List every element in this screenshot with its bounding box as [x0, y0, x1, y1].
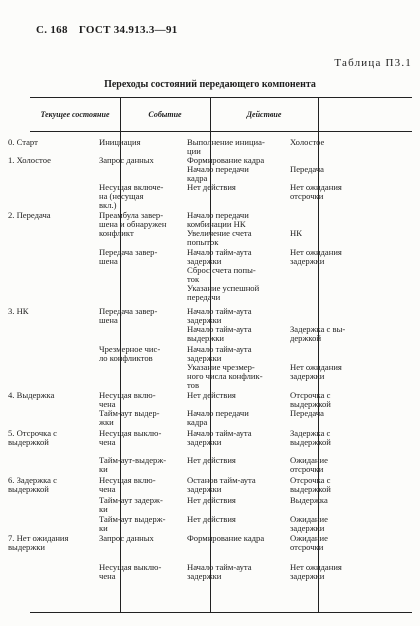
cell-action: Начало тайм-аута	[187, 324, 252, 334]
cell-action: Нет действия	[187, 495, 236, 505]
cell-action: Увеличение счета	[187, 228, 252, 238]
cell-event: Несущая вклю-	[99, 475, 156, 485]
column-header-state: Текущее состояние	[40, 110, 110, 119]
cell-event: Тайм-аут выдер-	[99, 408, 160, 418]
cell-state: 7. Нет ожидания	[8, 533, 69, 543]
cell-action: передачи	[187, 292, 221, 302]
cell-event: чена	[99, 437, 116, 447]
cell-event: вкл.)	[99, 200, 117, 210]
cell-event: ки	[99, 504, 108, 514]
header-divider	[30, 131, 412, 132]
cell-event: Тайм-аут задерж-	[99, 495, 163, 505]
cell-action: Нет действия	[187, 514, 236, 524]
cell-event: ки	[99, 523, 108, 533]
cell-event: Несущая вклю-	[99, 390, 156, 400]
cell-action: задержки	[187, 571, 222, 581]
cell-event: конфликт	[99, 228, 134, 238]
cell-state: выдержкой	[8, 437, 49, 447]
cell-action: задержки	[187, 437, 222, 447]
cell-action: Нет действия	[187, 390, 236, 400]
cell-next-state: отсрочки	[290, 464, 324, 474]
cell-action: ции	[187, 146, 201, 156]
table-caption: Таблица П3.1	[334, 57, 412, 69]
cell-event: Передача завер-	[99, 306, 158, 316]
cell-action: ток	[187, 274, 200, 284]
cell-action: комбинации НК	[187, 219, 246, 229]
cell-next-state: выдержкой	[290, 399, 331, 409]
cell-next-state: отсрочки	[290, 191, 324, 201]
cell-next-state: выдержкой	[290, 437, 331, 447]
cell-event: шена	[99, 315, 118, 325]
cell-state: 4. Выдержка	[8, 390, 55, 400]
cell-state: 6. Задержка с	[8, 475, 57, 485]
cell-action: Указание чрезмер-	[187, 362, 255, 372]
column-header-action: Действие	[246, 110, 282, 119]
cell-event: Чрезмерное чис-	[99, 344, 161, 354]
cell-event: Инициация	[99, 137, 141, 147]
cell-event: шена	[99, 256, 118, 266]
cell-action: Останов тайм-аута	[187, 475, 256, 485]
cell-next-state: задержки	[290, 571, 325, 581]
cell-event: ки	[99, 464, 108, 474]
cell-event: ло конфликтов	[99, 353, 153, 363]
cell-action: кадра	[187, 417, 208, 427]
cell-next-state: выдержкой	[290, 484, 331, 494]
cell-action: Начало тайм-аута	[187, 428, 252, 438]
cell-action: Выполнение инициа-	[187, 137, 265, 147]
cell-event: Тайм-аут-выдерж-	[99, 455, 167, 465]
cell-event: Несущая включе-	[99, 182, 164, 192]
cell-next-state: Нет ожидания	[290, 362, 342, 372]
cell-state: 1. Холостое	[8, 155, 51, 165]
cell-action: Формирование кадра	[187, 533, 265, 543]
cell-next-state: Отсрочка с	[290, 390, 331, 400]
cell-next-state: задержки	[290, 256, 325, 266]
page-number: С. 168	[36, 24, 68, 36]
cell-action: Указание успешной	[187, 283, 260, 293]
cell-action: Начало тайм-аута	[187, 306, 252, 316]
cell-next-state: Нет ожидания	[290, 562, 342, 572]
cell-next-state: Выдержка	[290, 495, 328, 505]
cell-state: 5. Отсрочка с	[8, 428, 57, 438]
cell-event: Несущая выклю-	[99, 562, 162, 572]
cell-event: чена	[99, 484, 116, 494]
cell-event: жки	[99, 417, 114, 427]
cell-action: Нет действия	[187, 455, 236, 465]
cell-action: ного числа конфлик-	[187, 371, 263, 381]
table-title: Переходы состояний передающего компонента	[104, 79, 316, 90]
cell-next-state: Нет ожидания	[290, 182, 342, 192]
cell-event: чена	[99, 571, 116, 581]
cell-action: попыток	[187, 237, 219, 247]
cell-next-state: Ожидание	[290, 455, 328, 465]
cell-action: Начало тайм-аута	[187, 247, 252, 257]
cell-event: на (несущая	[99, 191, 144, 201]
cell-state: 3. НК	[8, 306, 29, 316]
cell-next-state: задержки	[290, 371, 325, 381]
cell-event: Запрос данных	[99, 155, 154, 165]
cell-next-state: Задержка с	[290, 428, 331, 438]
cell-state: 0. Старт	[8, 137, 38, 147]
cell-event: Передача завер-	[99, 247, 158, 257]
cell-action: выдержки	[187, 333, 225, 343]
cell-action: задержки	[187, 484, 222, 494]
cell-action: задержки	[187, 315, 222, 325]
cell-event: Тайм-аут выдерж-	[99, 514, 166, 524]
cell-next-state: Передача	[290, 164, 324, 174]
cell-state: выдержкой	[8, 484, 49, 494]
cell-action: Начало передачи	[187, 408, 249, 418]
cell-next-state: отсрочки	[290, 542, 324, 552]
cell-action: Начало передачи	[187, 210, 249, 220]
cell-event: Несущая выклю-	[99, 428, 162, 438]
cell-next-state: Ожидание	[290, 514, 328, 524]
cell-next-state: Отсрочка с	[290, 475, 331, 485]
cell-state: выдержки	[8, 542, 46, 552]
cell-action: задержки	[187, 256, 222, 266]
cell-action: Начало тайм-аута	[187, 562, 252, 572]
cell-action: Нет действия	[187, 182, 236, 192]
page-header	[36, 24, 186, 36]
cell-event: Преамбула завер-	[99, 210, 164, 220]
cell-next-state: задержки	[290, 523, 325, 533]
column-header-event: Событие	[148, 110, 182, 119]
cell-next-state: НК	[290, 228, 302, 238]
cell-next-state: держкой	[290, 333, 322, 343]
cell-action: тов	[187, 380, 199, 390]
cell-action: Начало тайм-аута	[187, 344, 252, 354]
cell-action: Начало передачи	[187, 164, 249, 174]
cell-action: Формирование кадра	[187, 155, 265, 165]
column-header-next-state	[318, 98, 412, 131]
cell-action: задержки	[187, 353, 222, 363]
cell-next-state: Передача	[290, 408, 324, 418]
cell-event: чена	[99, 399, 116, 409]
cell-next-state: Нет ожидания	[290, 247, 342, 257]
cell-next-state: Холостое	[290, 137, 325, 147]
cell-next-state: Задержка с вы-	[290, 324, 346, 334]
cell-action: кадра	[187, 173, 208, 183]
cell-event: шена и обнаружен	[99, 219, 167, 229]
cell-event: Запрос данных	[99, 533, 154, 543]
cell-action: Сброс счета попы-	[187, 265, 256, 275]
cell-state: 2. Передача	[8, 210, 51, 220]
standard-code: ГОСТ 34.913.3—91	[78, 24, 178, 36]
cell-next-state: Ожидание	[290, 533, 328, 543]
